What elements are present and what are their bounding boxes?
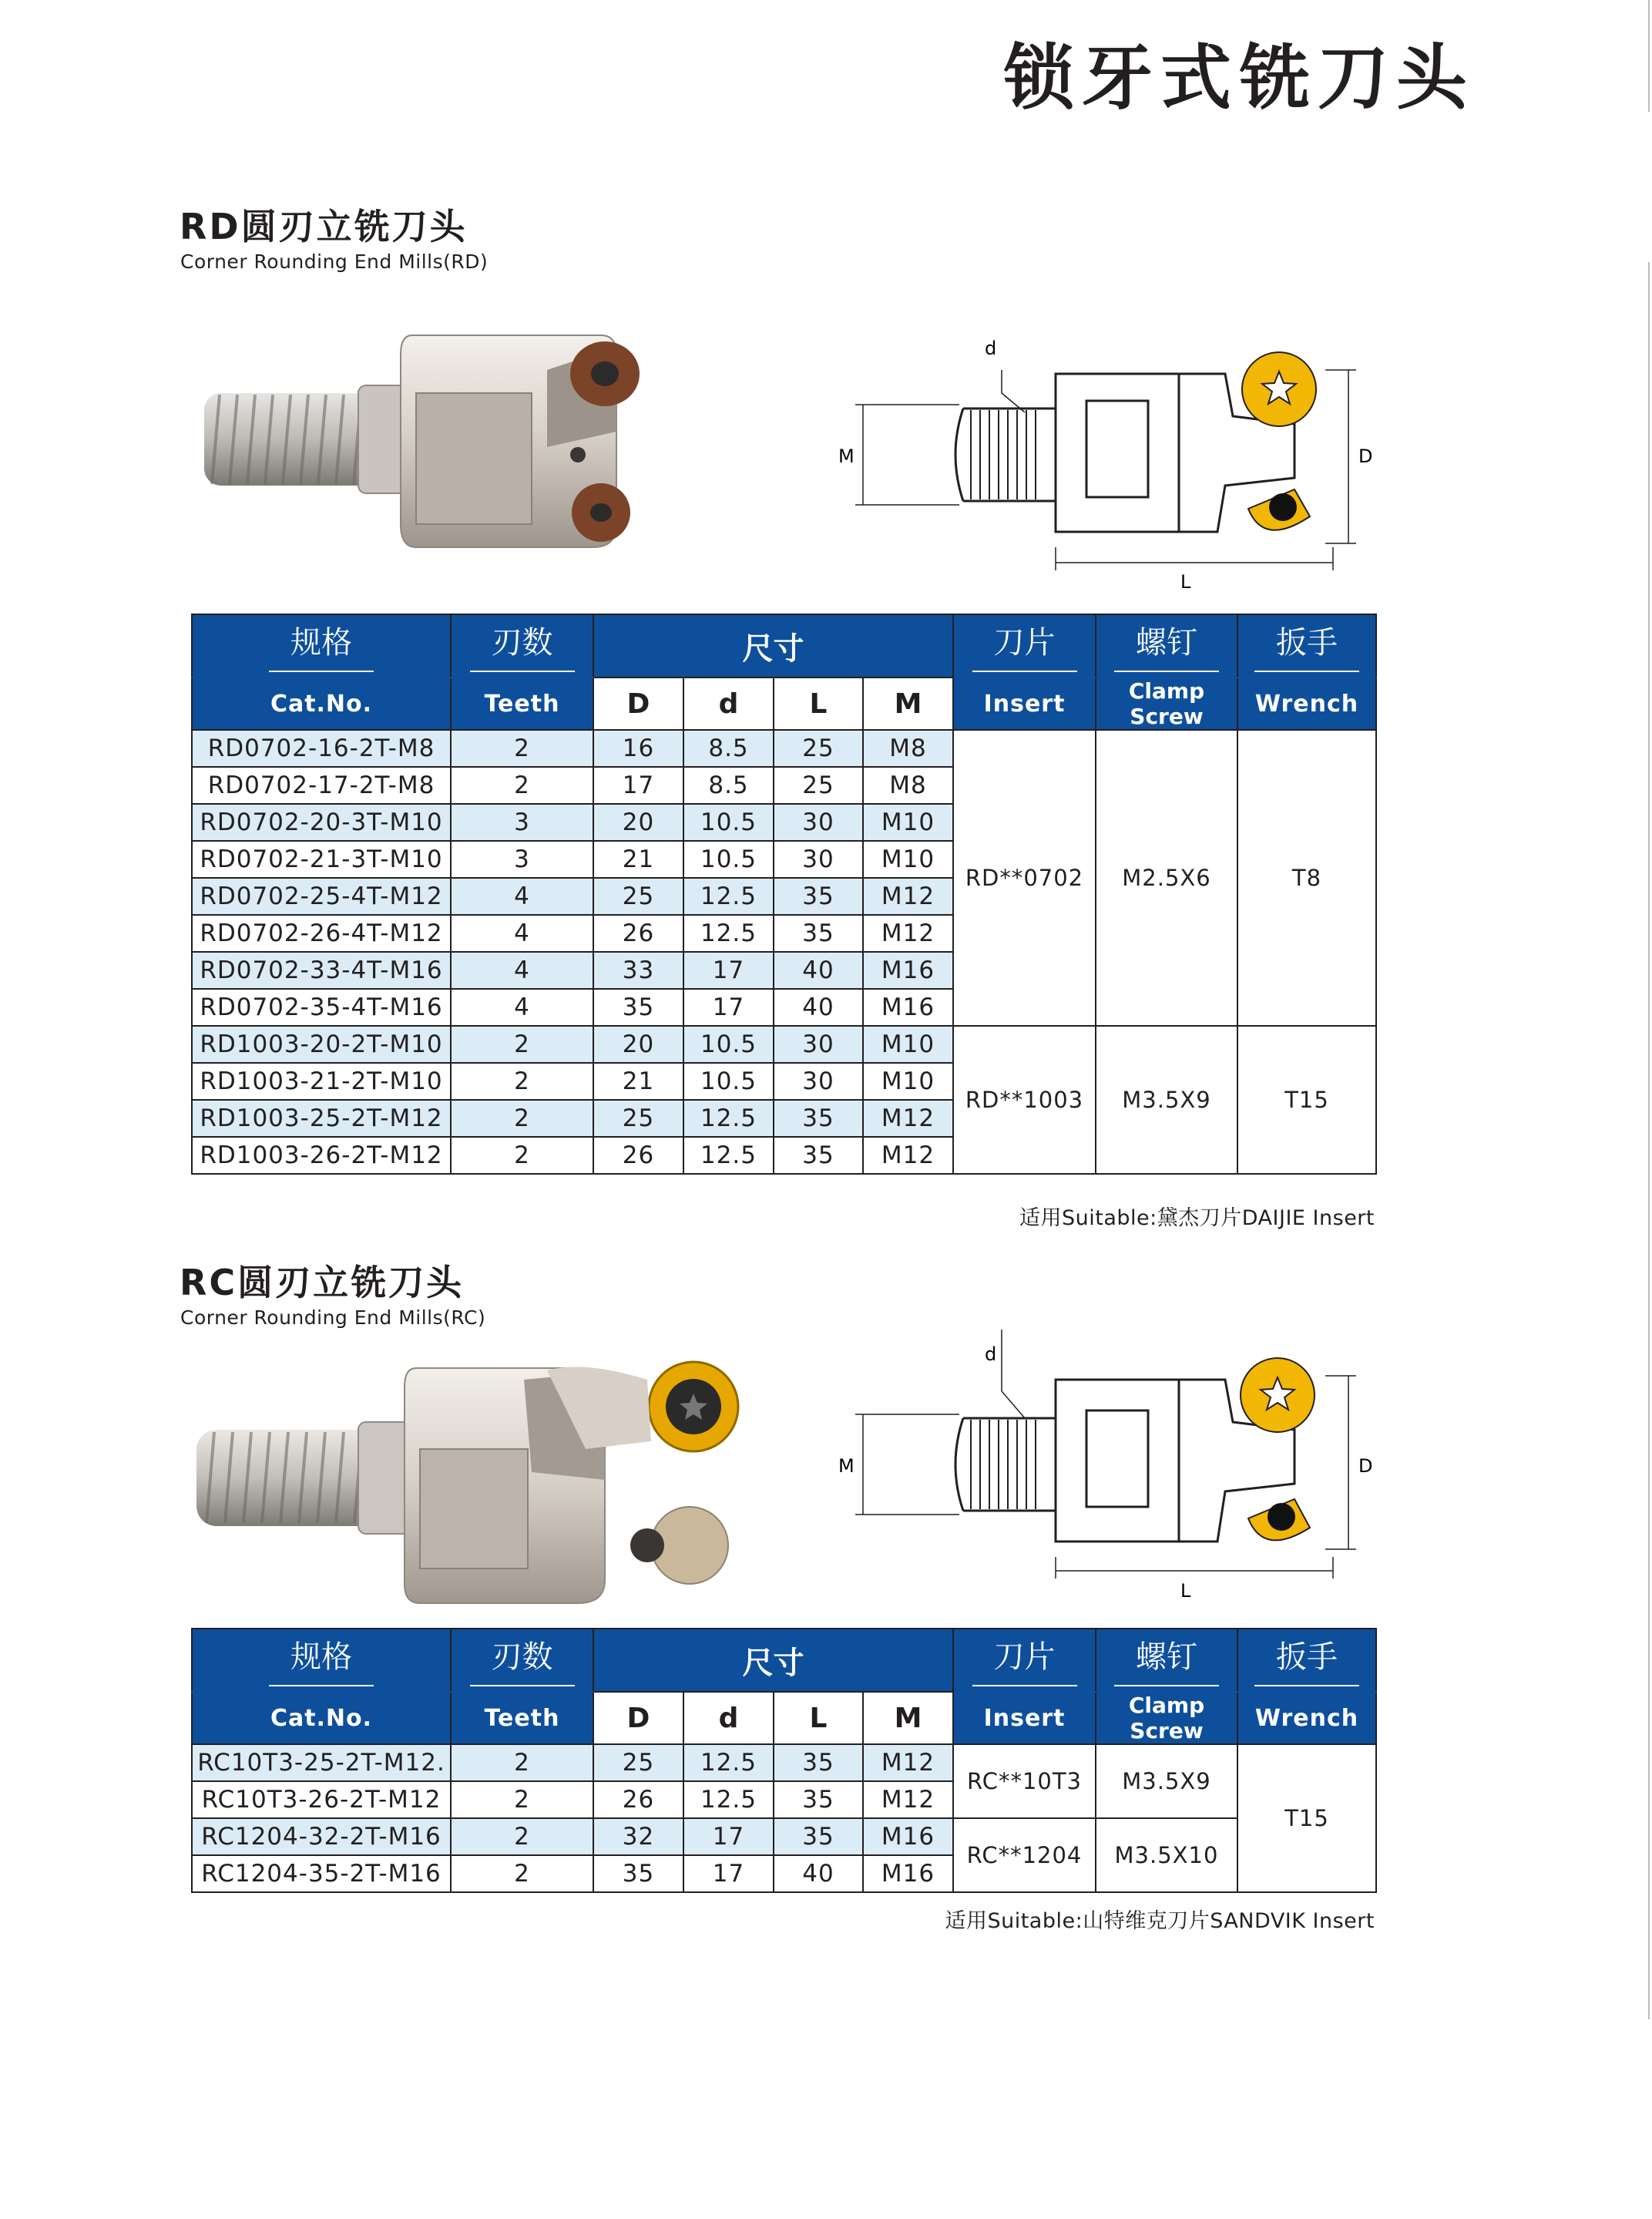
table-cell: 35 xyxy=(593,989,683,1026)
rc-header-teeth: 刃数 xyxy=(451,1629,593,1692)
table-cell: 12.5 xyxy=(683,878,774,915)
table-cell: 40 xyxy=(774,989,863,1026)
rc-spec-table xyxy=(191,1628,1377,1893)
table-row xyxy=(192,730,1376,767)
table-cell: 35 xyxy=(774,1137,863,1174)
table-cell: RD1003-21-2T-M10 xyxy=(192,1063,451,1100)
table-cell: M8 xyxy=(863,730,953,767)
table-cell: 17 xyxy=(683,989,774,1026)
table-cell: RD0702-33-4T-M16 xyxy=(192,952,451,989)
table-cell: 4 xyxy=(451,878,593,915)
table-cell: 17 xyxy=(593,767,683,804)
table-cell: 17 xyxy=(683,1818,774,1855)
table-cell: 40 xyxy=(774,1855,863,1892)
table-cell: 10.5 xyxy=(683,841,774,878)
rd-header-insert: 刀片 xyxy=(953,614,1096,677)
table-cell: M12 xyxy=(863,1100,953,1137)
table-cell: 25 xyxy=(774,730,863,767)
rd-section-subtitle: Corner Rounding End Mills(RD) xyxy=(180,250,489,273)
rc-drawing-label-M: M xyxy=(838,1455,855,1477)
table-cell: 2 xyxy=(451,1781,593,1818)
rd-group2-screw: M3.5X9 xyxy=(1096,1026,1237,1174)
rc-drawing-label-L: L xyxy=(1180,1580,1191,1602)
table-cell: 32 xyxy=(593,1818,683,1855)
rd-group1-wrench: T8 xyxy=(1237,730,1376,1026)
rc-header-spec: 规格 xyxy=(192,1629,451,1692)
table-cell: 4 xyxy=(451,989,593,1026)
table-cell: M10 xyxy=(863,804,953,841)
table-cell: 25 xyxy=(593,1744,683,1781)
table-cell: 35 xyxy=(774,1100,863,1137)
table-cell: M10 xyxy=(863,1063,953,1100)
rc-section-title: RC圆刃立铣刀头 xyxy=(180,1262,465,1303)
rd-header-insert-en: Insert xyxy=(953,677,1096,730)
rd-header-wrench-en: Wrench xyxy=(1237,677,1376,730)
table-cell: 21 xyxy=(593,841,683,878)
rd-header-teeth: 刃数 xyxy=(451,614,593,677)
table-cell: 35 xyxy=(774,878,863,915)
rc-header-screw: 螺钉 xyxy=(1096,1629,1237,1692)
rd-tool-photo xyxy=(185,324,786,563)
rd-group1-insert: RD**0702 xyxy=(953,730,1096,1026)
rd-header-dim-L: L xyxy=(774,677,863,730)
right-edge-line-bottom xyxy=(1648,262,1650,2019)
rd-drawing-label-D: D xyxy=(1358,445,1373,467)
rc-wrench: T15 xyxy=(1237,1744,1376,1892)
table-cell: 17 xyxy=(683,952,774,989)
table-cell: 25 xyxy=(774,767,863,804)
rd-group2-wrench: T15 xyxy=(1237,1026,1376,1174)
rc-header-dim-D: D xyxy=(593,1692,683,1744)
rd-spec-table xyxy=(191,614,1377,1175)
table-cell: M8 xyxy=(863,767,953,804)
table-cell: M12 xyxy=(863,878,953,915)
table-cell: 35 xyxy=(774,1744,863,1781)
rc-group1-screw: M3.5X9 xyxy=(1096,1744,1237,1818)
table-cell: 26 xyxy=(593,1137,683,1174)
table-cell: 33 xyxy=(593,952,683,989)
table-cell: 26 xyxy=(593,915,683,952)
rc-header-dim-L: L xyxy=(774,1692,863,1744)
table-cell: 10.5 xyxy=(683,804,774,841)
table-cell: 12.5 xyxy=(683,1781,774,1818)
table-cell: RD0702-35-4T-M16 xyxy=(192,989,451,1026)
rc-drawing-label-D: D xyxy=(1358,1455,1373,1477)
table-cell: 16 xyxy=(593,730,683,767)
table-cell: 2 xyxy=(451,767,593,804)
rd-header-spec: 规格 xyxy=(192,614,451,677)
table-cell: 12.5 xyxy=(683,1100,774,1137)
table-cell: M16 xyxy=(863,1855,953,1892)
table-cell: 3 xyxy=(451,804,593,841)
table-cell: 20 xyxy=(593,804,683,841)
rd-drawing-label-L: L xyxy=(1180,571,1191,593)
rd-section-title: RD圆刃立铣刀头 xyxy=(180,206,468,247)
rd-header-dim-d: d xyxy=(683,677,774,730)
table-cell: 10.5 xyxy=(683,1026,774,1063)
rd-header-dim-D: D xyxy=(593,677,683,730)
table-cell: M12 xyxy=(863,915,953,952)
table-cell: M10 xyxy=(863,841,953,878)
rc-header-wrench: 扳手 xyxy=(1237,1629,1376,1692)
rc-group2-screw: M3.5X10 xyxy=(1096,1818,1237,1892)
table-cell: 4 xyxy=(451,952,593,989)
table-cell: 25 xyxy=(593,1100,683,1137)
table-cell: 2 xyxy=(451,1855,593,1892)
rc-section-subtitle: Corner Rounding End Mills(RC) xyxy=(180,1306,486,1329)
table-cell: 40 xyxy=(774,952,863,989)
page-title: 锁牙式铣刀头 xyxy=(1002,37,1475,119)
table-cell: RC10T3-25-2T-M12. xyxy=(192,1744,451,1781)
rd-header-screw: 螺钉 xyxy=(1096,614,1237,677)
table-cell: 2 xyxy=(451,1137,593,1174)
rd-technical-drawing xyxy=(832,324,1387,601)
table-cell: 2 xyxy=(451,1744,593,1781)
table-cell: 2 xyxy=(451,730,593,767)
rc-drawing-label-d: d xyxy=(985,1343,997,1365)
rd-suitable-note: 适用Suitable:黛杰刀片DAIJIE Insert xyxy=(1019,1206,1375,1230)
rd-header-wrench: 扳手 xyxy=(1237,614,1376,677)
rd-header-size: 尺寸 xyxy=(593,614,953,677)
rc-header-insert: 刀片 xyxy=(953,1629,1096,1692)
table-cell: RD0702-25-4T-M12 xyxy=(192,878,451,915)
table-cell: 4 xyxy=(451,915,593,952)
table-cell: 12.5 xyxy=(683,1137,774,1174)
table-cell: RC10T3-26-2T-M12 xyxy=(192,1781,451,1818)
table-cell: 26 xyxy=(593,1781,683,1818)
rc-header-size: 尺寸 xyxy=(593,1629,953,1692)
table-cell: M16 xyxy=(863,989,953,1026)
table-cell: RD0702-21-3T-M10 xyxy=(192,841,451,878)
rc-header-teeth-en: Teeth xyxy=(451,1692,593,1744)
table-cell: 35 xyxy=(593,1855,683,1892)
table-cell: RD1003-26-2T-M12 xyxy=(192,1137,451,1174)
rd-header-dim-M: M xyxy=(863,677,953,730)
rd-header-screw-en: Clamp Screw xyxy=(1096,677,1237,730)
table-cell: RC1204-35-2T-M16 xyxy=(192,1855,451,1892)
table-row xyxy=(192,1026,1376,1063)
rc-header-dim-M: M xyxy=(863,1692,953,1744)
table-cell: M12 xyxy=(863,1137,953,1174)
table-cell: M10 xyxy=(863,1026,953,1063)
rd-group1-screw: M2.5X6 xyxy=(1096,730,1237,1026)
table-cell: RD0702-20-3T-M10 xyxy=(192,804,451,841)
table-cell: 2 xyxy=(451,1818,593,1855)
rd-drawing-label-d: d xyxy=(985,338,997,359)
table-cell: 12.5 xyxy=(683,915,774,952)
table-cell: RC1204-32-2T-M16 xyxy=(192,1818,451,1855)
table-cell: RD0702-26-4T-M12 xyxy=(192,915,451,952)
rd-group2-insert: RD**1003 xyxy=(953,1026,1096,1174)
table-cell: 17 xyxy=(683,1855,774,1892)
table-row xyxy=(192,1818,1376,1855)
table-cell: 21 xyxy=(593,1063,683,1100)
rc-header-screw-en: Clamp Screw xyxy=(1096,1692,1237,1744)
right-edge-line-top xyxy=(1648,0,1650,112)
table-cell: 25 xyxy=(593,878,683,915)
rc-header-wrench-en: Wrench xyxy=(1237,1692,1376,1744)
table-cell: 10.5 xyxy=(683,1063,774,1100)
rd-header-catno: Cat.No. xyxy=(192,677,451,730)
table-cell: 2 xyxy=(451,1026,593,1063)
rc-group1-insert: RC**10T3 xyxy=(953,1744,1096,1818)
rc-header-catno: Cat.No. xyxy=(192,1692,451,1744)
rd-header-teeth-en: Teeth xyxy=(451,677,593,730)
table-cell: 30 xyxy=(774,1063,863,1100)
rd-drawing-label-M: M xyxy=(838,445,855,467)
table-cell: 35 xyxy=(774,1818,863,1855)
rc-technical-drawing xyxy=(832,1326,1387,1611)
table-cell: 30 xyxy=(774,804,863,841)
table-row xyxy=(192,1744,1376,1781)
rc-group2-insert: RC**1204 xyxy=(953,1818,1096,1892)
table-cell: 12.5 xyxy=(683,1744,774,1781)
rc-header-dim-d: d xyxy=(683,1692,774,1744)
table-cell: 3 xyxy=(451,841,593,878)
table-cell: 30 xyxy=(774,841,863,878)
table-cell: 20 xyxy=(593,1026,683,1063)
table-cell: 2 xyxy=(451,1100,593,1137)
table-cell: RD1003-20-2T-M10 xyxy=(192,1026,451,1063)
table-cell: RD0702-17-2T-M8 xyxy=(192,767,451,804)
table-cell: M16 xyxy=(863,1818,953,1855)
table-cell: 35 xyxy=(774,1781,863,1818)
rc-suitable-note: 适用Suitable:山特维克刀片SANDVIK Insert xyxy=(945,1909,1375,1933)
table-cell: 2 xyxy=(451,1063,593,1100)
table-cell: M12 xyxy=(863,1781,953,1818)
table-cell: 30 xyxy=(774,1026,863,1063)
rc-tool-photo xyxy=(185,1349,786,1611)
rc-header-insert-en: Insert xyxy=(953,1692,1096,1744)
table-cell: M16 xyxy=(863,952,953,989)
table-cell: 8.5 xyxy=(683,730,774,767)
table-cell: RD1003-25-2T-M12 xyxy=(192,1100,451,1137)
table-cell: RD0702-16-2T-M8 xyxy=(192,730,451,767)
table-cell: 35 xyxy=(774,915,863,952)
table-cell: 8.5 xyxy=(683,767,774,804)
table-cell: M12 xyxy=(863,1744,953,1781)
